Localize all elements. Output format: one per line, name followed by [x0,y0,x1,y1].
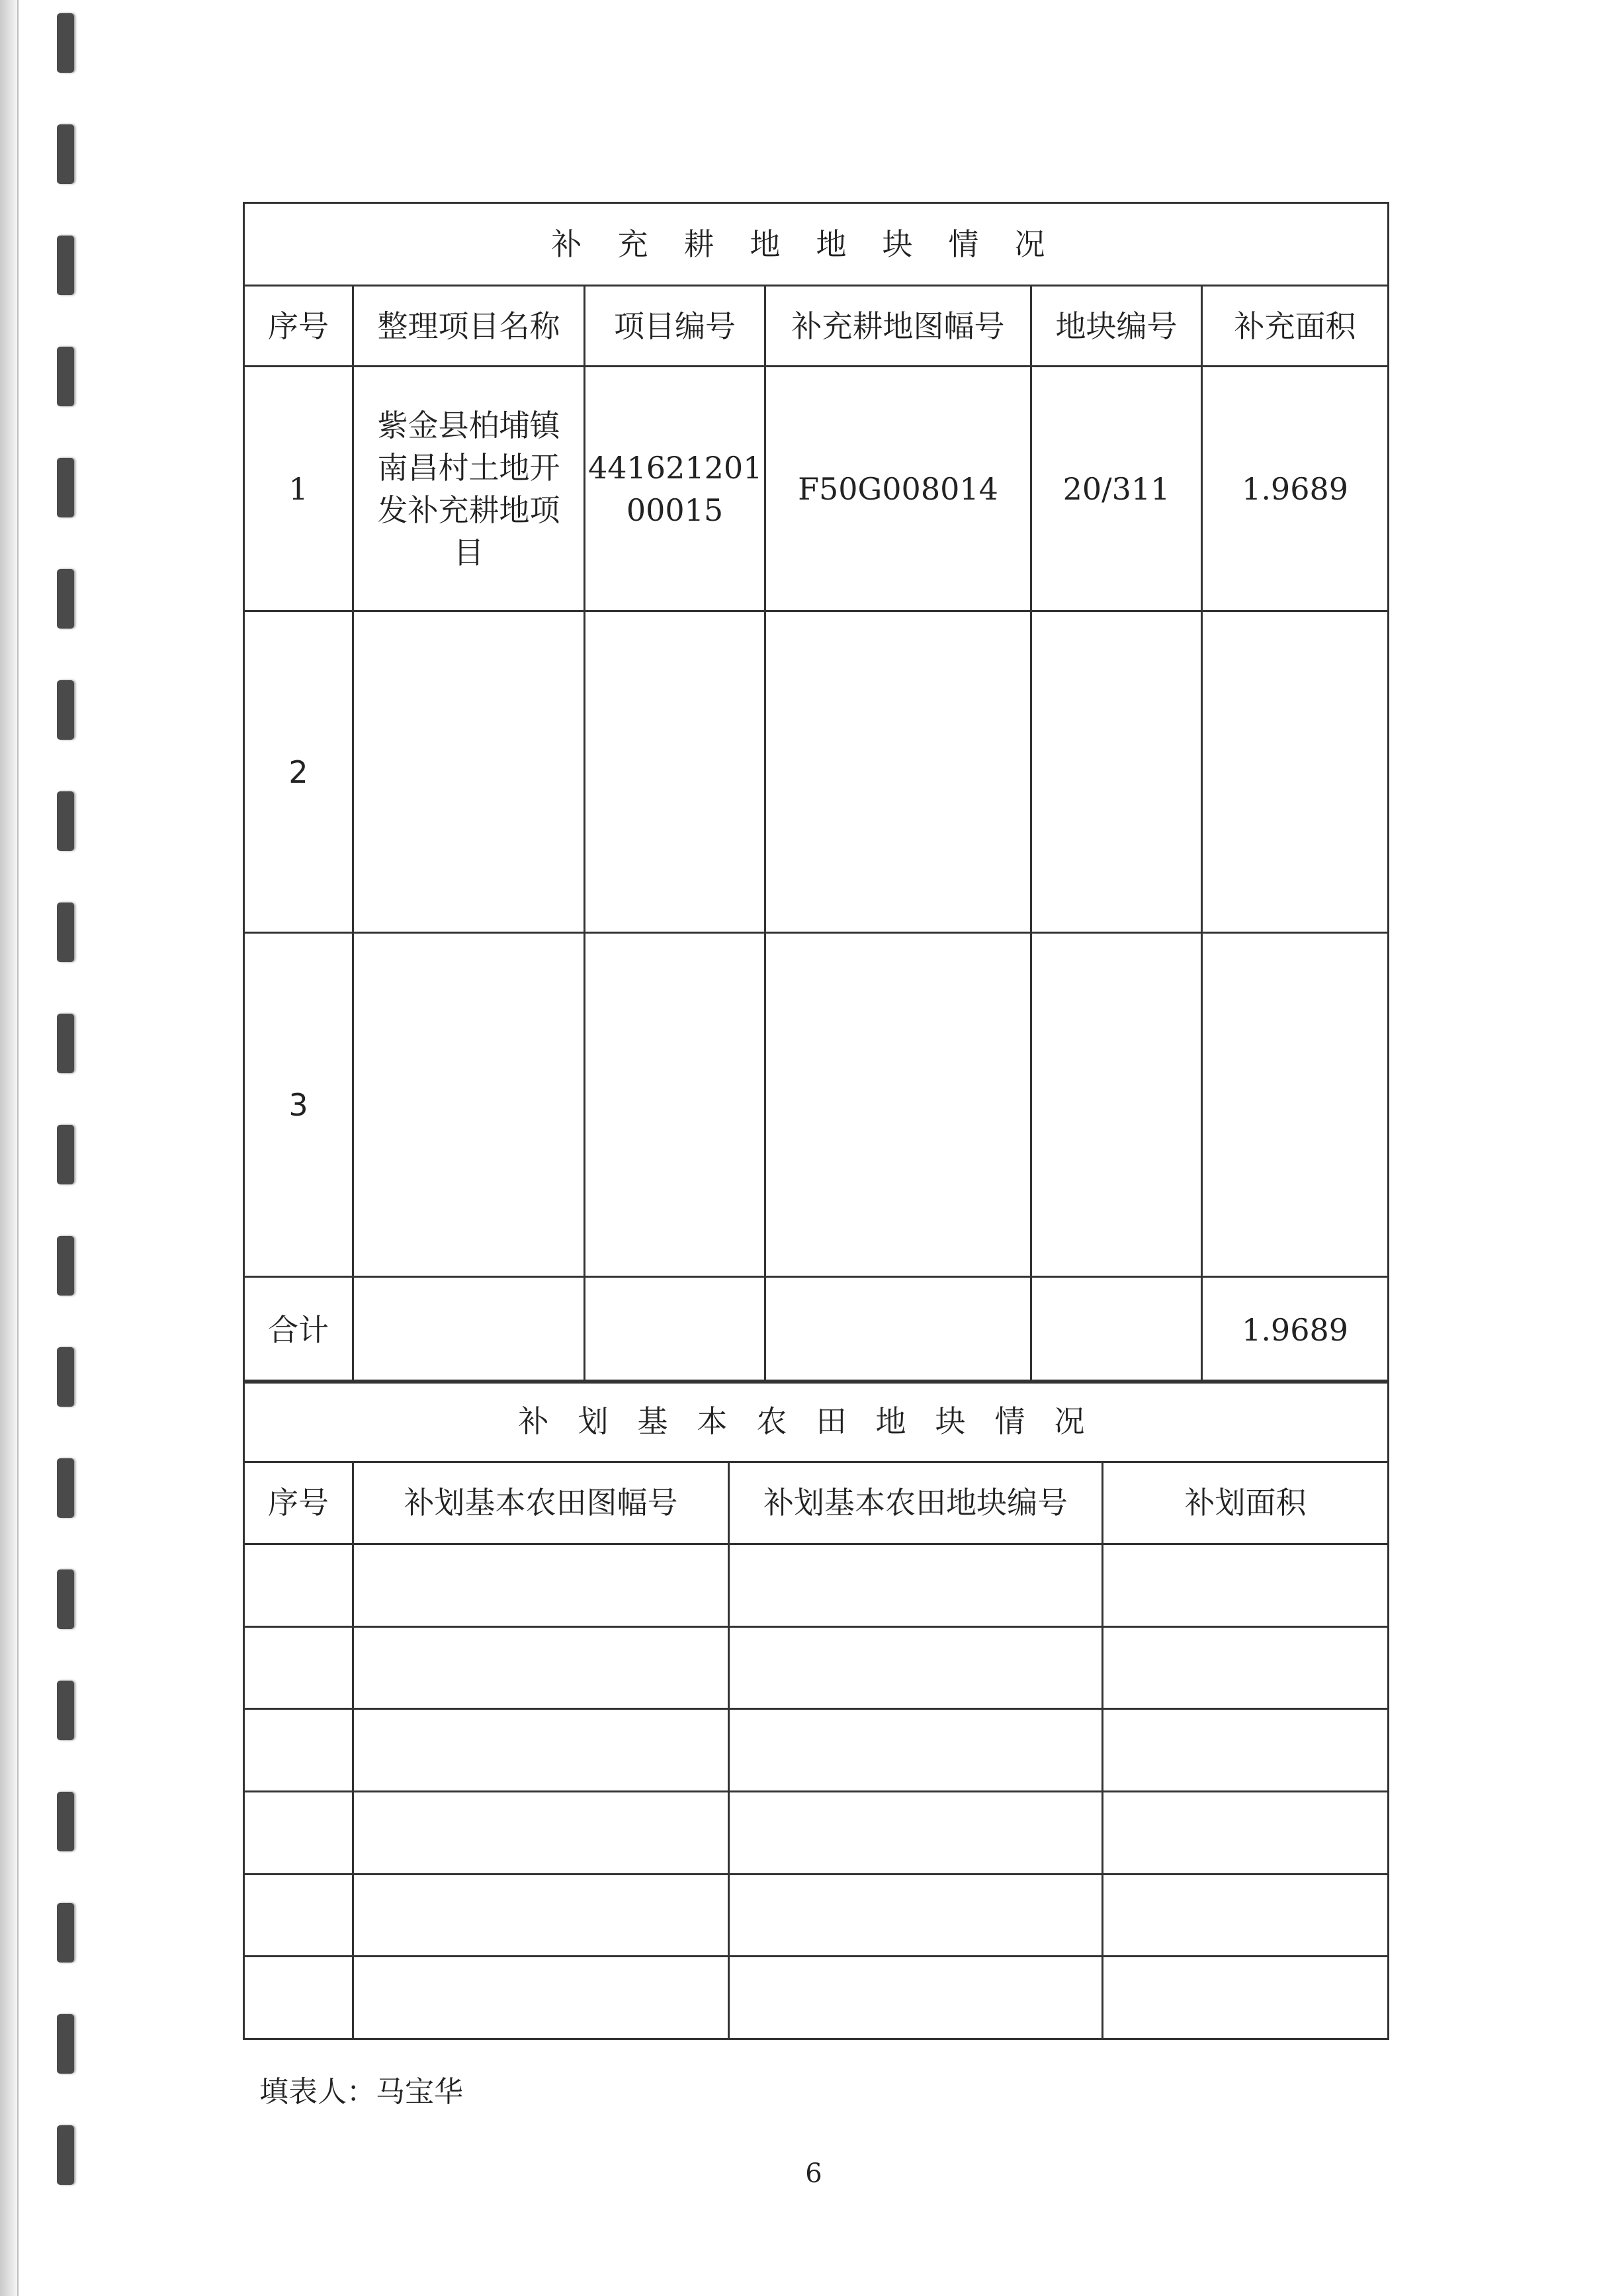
row-map-sheet-no: F50G008014 [765,367,1031,611]
header-block-no: 地块编号 [1031,286,1202,367]
binding-hole [57,2014,74,2074]
header-area: 补充面积 [1202,286,1389,367]
binding-hole [57,2125,74,2185]
empty-cell [729,1709,1103,1792]
row-project-code [585,933,765,1277]
row-area [1202,611,1389,933]
empty-cell [353,1874,729,1957]
header-map-sheet-no: 补充耕地图幅号 [765,286,1031,367]
total-label: 合计 [244,1277,353,1383]
empty-cell [244,1874,353,1957]
supplementary-farmland-table [243,202,1389,1384]
binding-hole [57,791,74,851]
binding-hole [57,1458,74,1518]
binding-hole [57,1681,74,1740]
header-area: 补划面积 [1103,1462,1389,1544]
total-row [244,1277,1389,1383]
table-row [244,1792,1389,1875]
header-block-no: 补划基本农田地块编号 [729,1462,1103,1544]
total-empty-cell [765,1277,1031,1383]
binding-hole [57,903,74,962]
empty-cell [353,1709,729,1792]
binding-hole [57,1347,74,1407]
name-line: 紫金县柏埔镇 [377,407,560,443]
name-line: 南昌村土地开 [377,449,560,486]
row-area: 1.9689 [1202,367,1389,611]
form-sheet [243,202,1387,2040]
binding-hole [57,1569,74,1629]
basic-farmland-table [243,1380,1389,2040]
empty-cell [729,1544,1103,1627]
row-project-name [353,933,585,1277]
row-block-no: 20/311 [1031,367,1202,611]
row-area [1202,933,1389,1277]
table-row [244,1957,1389,2039]
row-project-code [585,611,765,933]
binding-hole [57,347,74,406]
row-project-name [353,611,585,933]
header-project-code: 项目编号 [585,286,765,367]
binding-hole [57,1014,74,1073]
empty-cell [1103,1544,1389,1627]
binding-hole [57,236,74,295]
binding-hole [57,1792,74,1851]
empty-cell [244,1544,353,1627]
empty-cell [353,1626,729,1709]
empty-cell [729,1792,1103,1875]
empty-cell [729,1626,1103,1709]
table-row [244,1709,1389,1792]
empty-cell [244,1626,353,1709]
total-empty-cell [1031,1277,1202,1383]
header-row [244,1462,1389,1544]
header-seq: 序号 [244,286,353,367]
binding-edge [17,0,19,2296]
empty-cell [1103,1792,1389,1875]
form-filler: 填表人：马宝华 [259,2075,463,2109]
header-row [244,286,1389,367]
total-empty-cell [353,1277,585,1383]
empty-cell [353,1792,729,1875]
supplementary-farmland-section [243,202,1387,1382]
binding-hole [57,1236,74,1296]
empty-cell [1103,1874,1389,1957]
row-seq: 2 [244,611,353,933]
code-line: 441621201 [588,449,763,486]
empty-cell [1103,1709,1389,1792]
total-empty-cell [585,1277,765,1383]
row-seq: 1 [244,367,353,611]
table-row [244,1544,1389,1627]
row-block-no [1031,933,1202,1277]
name-line: 目 [453,534,484,570]
table-row [244,933,1389,1277]
binding-hole [57,13,74,73]
code-line: 00015 [626,492,724,528]
header-project-name: 整理项目名称 [353,286,585,367]
page-number: 6 [805,2158,822,2189]
row-seq: 3 [244,933,353,1277]
table-row [244,1626,1389,1709]
row-map-sheet-no [765,611,1031,933]
section-title: 补划基本农田地块情况 [244,1381,1389,1462]
empty-cell [1103,1626,1389,1709]
basic-farmland-section [243,1380,1387,2040]
empty-cell [729,1957,1103,2039]
table-row [244,367,1389,611]
binding-hole [57,1903,74,1963]
empty-cell [1103,1957,1389,2039]
row-project-name [353,367,585,611]
header-seq: 序号 [244,1462,353,1544]
empty-cell [244,1709,353,1792]
binding-hole [57,458,74,517]
row-block-no [1031,611,1202,933]
empty-cell [244,1792,353,1875]
total-area: 1.9689 [1202,1277,1389,1383]
table-row [244,1874,1389,1957]
row-project-code [585,367,765,611]
empty-cell [729,1874,1103,1957]
binding-hole [57,1125,74,1184]
binding-hole [57,124,74,184]
table-row [244,611,1389,933]
header-map-sheet-no: 补划基本农田图幅号 [353,1462,729,1544]
section-title: 补充耕地地块情况 [244,203,1389,286]
empty-cell [353,1544,729,1627]
name-line: 发补充耕地项 [377,492,560,528]
empty-cell [353,1957,729,2039]
empty-cell [244,1957,353,2039]
binding-hole [57,680,74,740]
row-map-sheet-no [765,933,1031,1277]
binding-hole [57,569,74,629]
